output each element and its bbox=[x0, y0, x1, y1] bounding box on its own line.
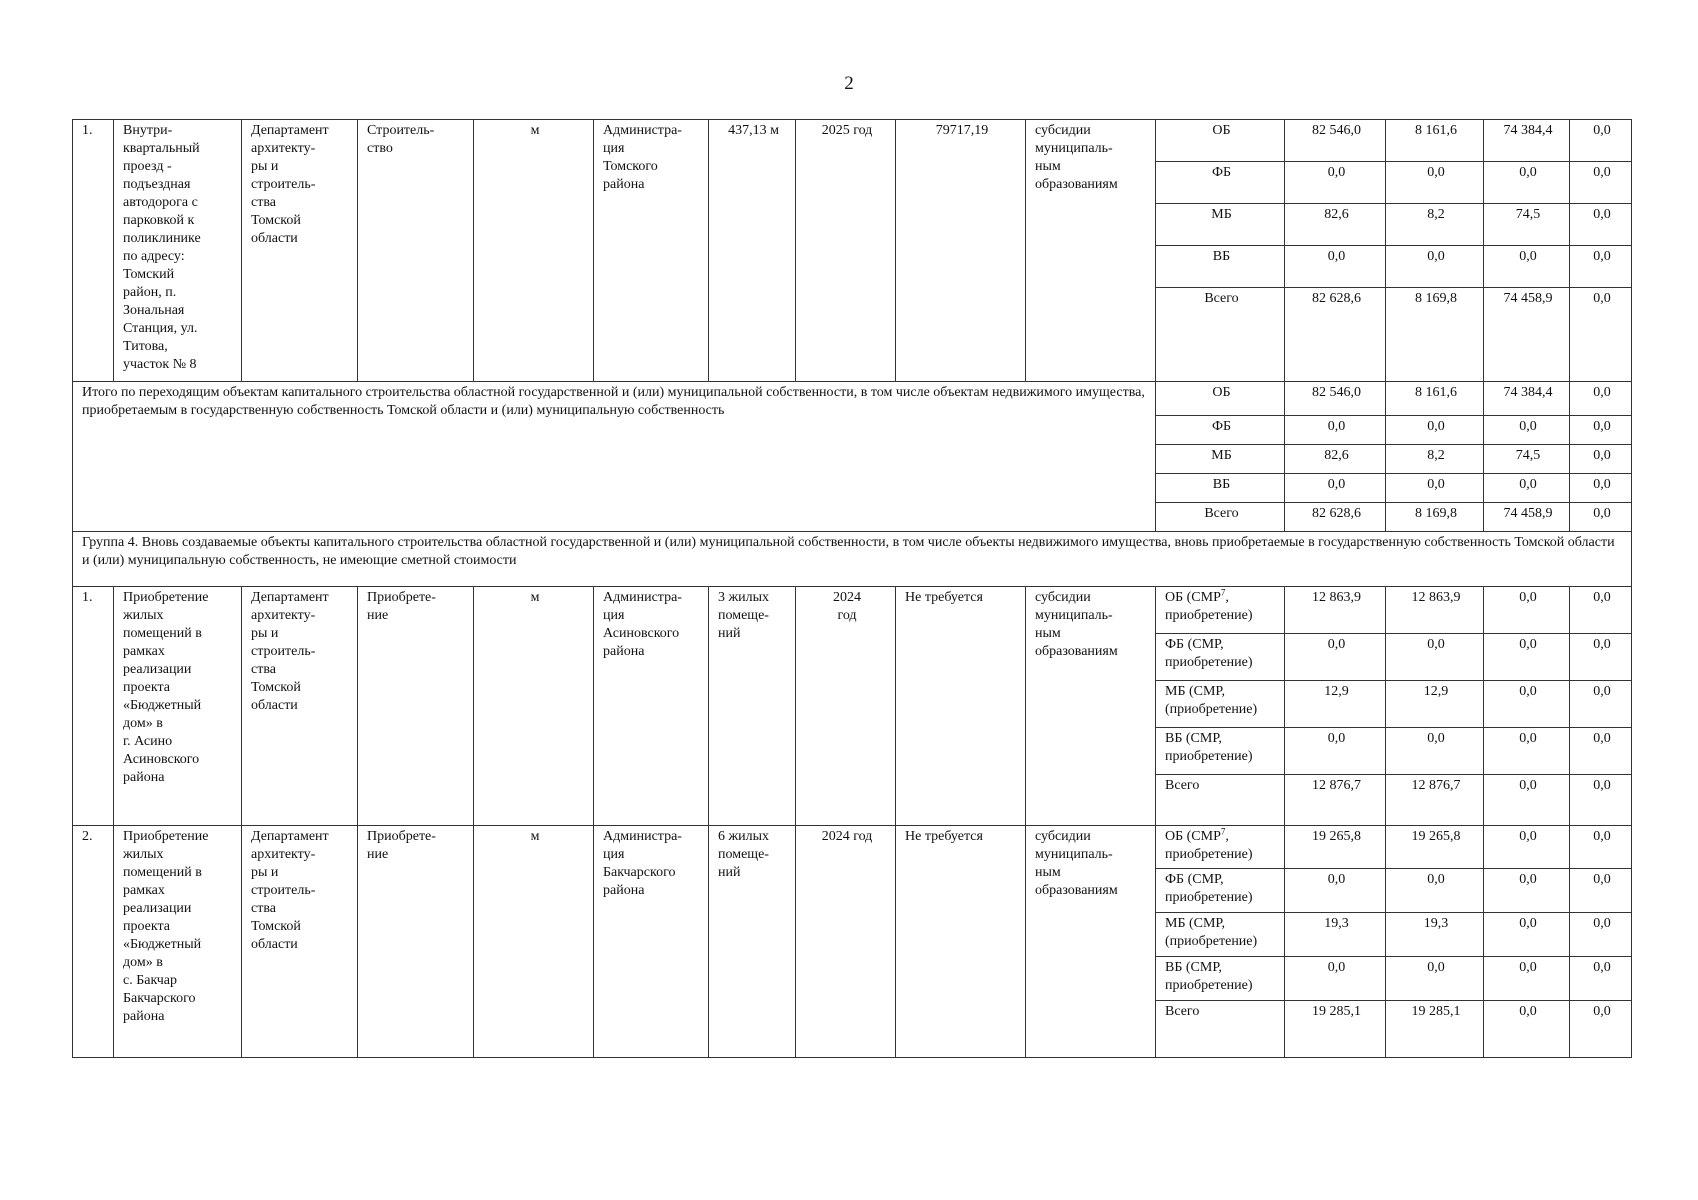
finance-source: Всего bbox=[1156, 775, 1285, 826]
value-total: 12 876,7 bbox=[1285, 775, 1386, 826]
value-year-2: 0,0 bbox=[1484, 634, 1570, 681]
recipient: Администра- ция Томского района bbox=[594, 120, 709, 382]
value-year-2: 0,0 bbox=[1484, 826, 1570, 869]
finance-source: ВБ (СМР, приобретение) bbox=[1156, 957, 1285, 1001]
value-year-3: 0,0 bbox=[1570, 681, 1632, 728]
year: 2024 год bbox=[796, 826, 896, 1058]
year: 2024 год bbox=[796, 587, 896, 826]
value-total: 0,0 bbox=[1285, 474, 1386, 503]
table-row bbox=[73, 826, 1632, 869]
customer: Департамент архитекту- ры и строитель- ства Томской области bbox=[242, 587, 358, 826]
finance-source: МБ (СМР, (приобретение) bbox=[1156, 913, 1285, 957]
value-total: 0,0 bbox=[1285, 246, 1386, 288]
value-year-1: 0,0 bbox=[1386, 162, 1484, 204]
value-year-1: 8 169,8 bbox=[1386, 503, 1484, 532]
value-year-3: 0,0 bbox=[1570, 634, 1632, 681]
value-year-1: 0,0 bbox=[1386, 728, 1484, 775]
value-total: 12,9 bbox=[1285, 681, 1386, 728]
value-year-3: 0,0 bbox=[1570, 775, 1632, 826]
work-type: Приобрете- ние bbox=[358, 826, 474, 1058]
finance-form: субсидии муниципаль- ным образованиям bbox=[1026, 826, 1156, 1058]
finance-source: Всего bbox=[1156, 1001, 1285, 1058]
value-year-1: 0,0 bbox=[1386, 869, 1484, 913]
value-year-2: 74 458,9 bbox=[1484, 288, 1570, 382]
value-year-2: 74,5 bbox=[1484, 204, 1570, 246]
value-year-2: 74 384,4 bbox=[1484, 382, 1570, 416]
customer: Департамент архитекту- ры и строитель- ства Томской области bbox=[242, 120, 358, 382]
group-heading: Группа 4. Вновь создаваемые объекты капитального строительства областной государственной и (или) муниципальной собственности, в том числе объекты недвижимого имущества, вновь приобретаемые в государственную собственность Томской области и (или) муниципальную собственность, не имеющие сметной стоимости bbox=[73, 532, 1632, 587]
value-total: 82,6 bbox=[1285, 204, 1386, 246]
value-total: 82 546,0 bbox=[1285, 382, 1386, 416]
value-year-3: 0,0 bbox=[1570, 957, 1632, 1001]
recipient: Администра- ция Бакчарского района bbox=[594, 826, 709, 1058]
value-year-1: 8,2 bbox=[1386, 445, 1484, 474]
value-year-2: 0,0 bbox=[1484, 775, 1570, 826]
value-year-2: 0,0 bbox=[1484, 869, 1570, 913]
capacity: 6 жилых помеще- ний bbox=[709, 826, 796, 1058]
row-number: 1. bbox=[73, 120, 114, 382]
table-row bbox=[73, 120, 1632, 162]
value-year-3: 0,0 bbox=[1570, 246, 1632, 288]
finance-source: ОБ bbox=[1156, 382, 1285, 416]
value-year-1: 0,0 bbox=[1386, 474, 1484, 503]
value-year-3: 0,0 bbox=[1570, 587, 1632, 634]
finance-source: МБ bbox=[1156, 204, 1285, 246]
value-year-3: 0,0 bbox=[1570, 503, 1632, 532]
value-total: 19 285,1 bbox=[1285, 1001, 1386, 1058]
finance-source: ФБ bbox=[1156, 416, 1285, 445]
investment-table bbox=[72, 119, 1632, 1058]
finance-source: МБ (СМР, (приобретение) bbox=[1156, 681, 1285, 728]
value-year-1: 19 265,8 bbox=[1386, 826, 1484, 869]
finance-source: ОБ (СМР$^7$, приобретение) bbox=[1156, 826, 1285, 869]
recipient: Администра- ция Асиновского района bbox=[594, 587, 709, 826]
value-year-1: 0,0 bbox=[1386, 957, 1484, 1001]
value-year-3: 0,0 bbox=[1570, 162, 1632, 204]
value-year-3: 0,0 bbox=[1570, 913, 1632, 957]
value-year-1: 19,3 bbox=[1386, 913, 1484, 957]
value-total: 82,6 bbox=[1285, 445, 1386, 474]
value-year-2: 74,5 bbox=[1484, 445, 1570, 474]
finance-source: Всего bbox=[1156, 503, 1285, 532]
value-year-3: 0,0 bbox=[1570, 474, 1632, 503]
value-total: 12 863,9 bbox=[1285, 587, 1386, 634]
value-year-1: 12 876,7 bbox=[1386, 775, 1484, 826]
value-total: 0,0 bbox=[1285, 869, 1386, 913]
value-year-3: 0,0 bbox=[1570, 204, 1632, 246]
value-total: 0,0 bbox=[1285, 634, 1386, 681]
value-year-2: 0,0 bbox=[1484, 1001, 1570, 1058]
value-total: 0,0 bbox=[1285, 728, 1386, 775]
finance-form: субсидии муниципаль- ным образованиям bbox=[1026, 587, 1156, 826]
value-year-1: 12 863,9 bbox=[1386, 587, 1484, 634]
row-number: 1. bbox=[73, 587, 114, 826]
value-year-2: 0,0 bbox=[1484, 416, 1570, 445]
finance-source: Всего bbox=[1156, 288, 1285, 382]
value-year-1: 8,2 bbox=[1386, 204, 1484, 246]
value-year-3: 0,0 bbox=[1570, 120, 1632, 162]
value-year-2: 0,0 bbox=[1484, 913, 1570, 957]
unit: м bbox=[474, 120, 594, 382]
value-total: 0,0 bbox=[1285, 416, 1386, 445]
value-year-1: 0,0 bbox=[1386, 416, 1484, 445]
unit: м bbox=[474, 826, 594, 1058]
year: 2025 год bbox=[796, 120, 896, 382]
finance-form: субсидии муниципаль- ным образованиям bbox=[1026, 120, 1156, 382]
estimated-cost: Не требуется bbox=[896, 826, 1026, 1058]
object-name: Внутри- квартальный проезд - подъездная автодорога с парковкой к поликлинике по адресу: Томский район, п. Зональная Станция, ул. Титова, участок № 8 bbox=[114, 120, 242, 382]
unit: м bbox=[474, 587, 594, 826]
value-year-1: 0,0 bbox=[1386, 246, 1484, 288]
value-year-3: 0,0 bbox=[1570, 826, 1632, 869]
value-year-3: 0,0 bbox=[1570, 382, 1632, 416]
value-year-2: 0,0 bbox=[1484, 957, 1570, 1001]
finance-source: ВБ bbox=[1156, 246, 1285, 288]
value-year-3: 0,0 bbox=[1570, 288, 1632, 382]
object-name: Приобретение жилых помещений в рамках реализации проекта «Бюджетный дом» в с. Бакчар Бакчарского района bbox=[114, 826, 242, 1058]
work-type: Приобрете- ние bbox=[358, 587, 474, 826]
finance-source: МБ bbox=[1156, 445, 1285, 474]
work-type: Строитель- ство bbox=[358, 120, 474, 382]
table-row bbox=[73, 382, 1632, 416]
total-label: Итого по переходящим объектам капитального строительства областной государственной и (или) муниципальной собственности, в том числе объектам недвижимого имущества, приобретаемым в государственную собственность Томской области и (или) муниципальную собственность bbox=[73, 382, 1156, 532]
estimated-cost: Не требуется bbox=[896, 587, 1026, 826]
value-year-3: 0,0 bbox=[1570, 869, 1632, 913]
value-year-3: 0,0 bbox=[1570, 728, 1632, 775]
value-year-2: 0,0 bbox=[1484, 681, 1570, 728]
capacity: 3 жилых помеще- ний bbox=[709, 587, 796, 826]
value-year-2: 0,0 bbox=[1484, 587, 1570, 634]
finance-source: ВБ bbox=[1156, 474, 1285, 503]
value-year-1: 8 161,6 bbox=[1386, 120, 1484, 162]
value-total: 0,0 bbox=[1285, 957, 1386, 1001]
value-year-1: 0,0 bbox=[1386, 634, 1484, 681]
estimated-cost: 79717,19 bbox=[896, 120, 1026, 382]
value-year-1: 8 161,6 bbox=[1386, 382, 1484, 416]
table-row bbox=[73, 532, 1632, 587]
value-year-2: 0,0 bbox=[1484, 474, 1570, 503]
value-year-3: 0,0 bbox=[1570, 445, 1632, 474]
finance-source: ФБ (СМР, приобретение) bbox=[1156, 869, 1285, 913]
value-year-1: 12,9 bbox=[1386, 681, 1484, 728]
capacity: 437,13 м bbox=[709, 120, 796, 382]
value-total: 19,3 bbox=[1285, 913, 1386, 957]
value-year-2: 0,0 bbox=[1484, 162, 1570, 204]
value-total: 82 546,0 bbox=[1285, 120, 1386, 162]
finance-source: ВБ (СМР, приобретение) bbox=[1156, 728, 1285, 775]
value-total: 82 628,6 bbox=[1285, 503, 1386, 532]
page-number: 2 bbox=[844, 73, 854, 94]
finance-source: ОБ bbox=[1156, 120, 1285, 162]
value-year-1: 8 169,8 bbox=[1386, 288, 1484, 382]
value-total: 82 628,6 bbox=[1285, 288, 1386, 382]
finance-source: ФБ bbox=[1156, 162, 1285, 204]
value-year-3: 0,0 bbox=[1570, 1001, 1632, 1058]
row-number: 2. bbox=[73, 826, 114, 1058]
value-year-3: 0,0 bbox=[1570, 416, 1632, 445]
object-name: Приобретение жилых помещений в рамках реализации проекта «Бюджетный дом» в г. Асино Асиновского района bbox=[114, 587, 242, 826]
value-year-1: 19 285,1 bbox=[1386, 1001, 1484, 1058]
table-row bbox=[73, 587, 1632, 634]
value-total: 19 265,8 bbox=[1285, 826, 1386, 869]
customer: Департамент архитекту- ры и строитель- ства Томской области bbox=[242, 826, 358, 1058]
finance-source: ОБ (СМР$^7$, приобретение) bbox=[1156, 587, 1285, 634]
value-total: 0,0 bbox=[1285, 162, 1386, 204]
value-year-2: 0,0 bbox=[1484, 728, 1570, 775]
value-year-2: 74 384,4 bbox=[1484, 120, 1570, 162]
finance-source: ФБ (СМР, приобретение) bbox=[1156, 634, 1285, 681]
value-year-2: 0,0 bbox=[1484, 246, 1570, 288]
value-year-2: 74 458,9 bbox=[1484, 503, 1570, 532]
